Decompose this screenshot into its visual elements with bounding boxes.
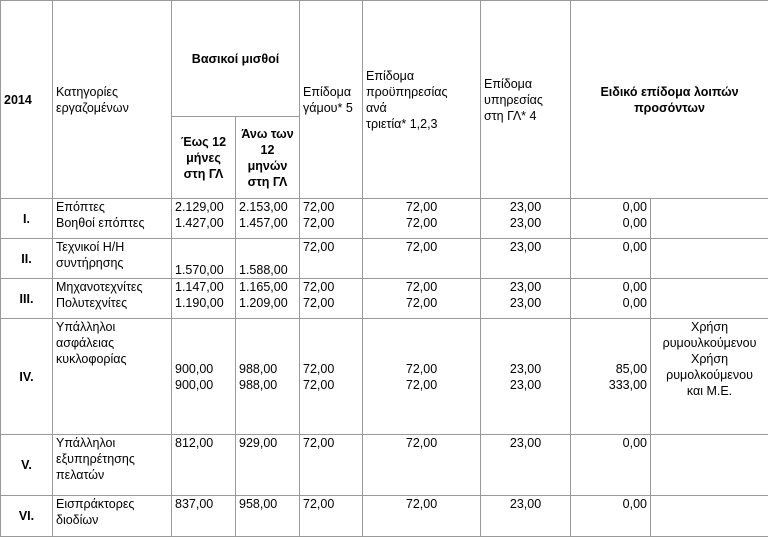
- row-number: III.: [1, 279, 53, 319]
- special-allowance-header: Ειδικό επίδομα λοιπών προσόντων: [571, 1, 768, 199]
- up-to-12-header: Έως 12 μήνες στη ΓΛ: [172, 117, 236, 199]
- special-allowance-note: [651, 199, 768, 239]
- table-row: [1, 239, 768, 279]
- salary-over-12: [236, 239, 300, 279]
- special-allowance: [571, 239, 651, 279]
- seniority-allowance: [363, 496, 481, 537]
- category-name: Υπάλληλοι εξυπηρέτησης πελατών: [53, 435, 172, 496]
- seniority-allowance-value: 72,00: [405, 200, 438, 214]
- special-allowance-value: 0,00: [622, 216, 648, 230]
- category-name: Μηχανοτεχνίτες Πολυτεχνίτες: [53, 279, 172, 319]
- service-allowance-value: 23,00: [509, 200, 542, 214]
- special-allowance-value: 0,00: [622, 497, 648, 511]
- salary-over-12: [236, 496, 300, 537]
- salary-up-to-12: [172, 319, 236, 435]
- row-number: IV.: [1, 319, 53, 435]
- salary-up-to-12: [172, 239, 236, 279]
- special-allowance-value: 0,00: [622, 280, 648, 294]
- table-row: [1, 435, 768, 496]
- salary-up-to-12-value: 1.190,00: [175, 296, 224, 310]
- categories-header: Κατηγορίες εργαζομένων: [53, 1, 172, 199]
- seniority-allowance-value: 72,00: [405, 377, 438, 392]
- marriage-allowance-value: 72,00: [303, 240, 335, 254]
- marriage-allowance: [300, 239, 363, 279]
- year-header: 2014: [1, 1, 53, 199]
- special-allowance-value: 0,00: [622, 240, 648, 254]
- marriage-allowance-value: 72,00: [303, 377, 335, 392]
- service-allowance-value: 23,00: [509, 497, 542, 511]
- salary-over-12-value: 988,00: [239, 377, 278, 392]
- row-number: V.: [1, 435, 53, 496]
- salary-over-12-value: 958,00: [239, 497, 278, 511]
- service-allowance-value: 23,00: [509, 377, 542, 392]
- salary-over-12-value: 2.153,00: [239, 200, 288, 214]
- special-allowance-value: 0,00: [622, 200, 648, 214]
- special-allowance-value: 85,00: [615, 361, 648, 376]
- special-allowance-note: [651, 435, 768, 496]
- service-allowance-value: 23,00: [509, 280, 542, 294]
- seniority-allowance: [363, 435, 481, 496]
- seniority-allowance-value: 72,00: [405, 361, 438, 376]
- row-number: II.: [1, 239, 53, 279]
- special-allowance: [571, 279, 651, 319]
- marriage-allowance-value: 72,00: [303, 361, 335, 376]
- salary-over-12: [236, 319, 300, 435]
- salary-over-12-value: 1.165,00: [239, 280, 288, 294]
- service-allowance-value: 23,00: [509, 216, 542, 230]
- salary-over-12: [236, 435, 300, 496]
- seniority-allowance-value: 72,00: [405, 280, 438, 294]
- marriage-allowance: [300, 496, 363, 537]
- salary-up-to-12: [172, 435, 236, 496]
- salary-up-to-12-value: 1.427,00: [175, 216, 224, 230]
- marriage-allowance-value: 72,00: [303, 216, 335, 230]
- service-allowance: [481, 319, 571, 435]
- service-allowance-value: 23,00: [509, 296, 542, 310]
- salary-over-12-value: 1.588,00: [239, 263, 288, 277]
- marriage-allowance: [300, 199, 363, 239]
- salary-up-to-12-value: 837,00: [175, 497, 214, 511]
- service-allowance: [481, 199, 571, 239]
- service-allowance-value: 23,00: [509, 361, 542, 376]
- over-12-header: Άνω των 12 μηνών στη ΓΛ: [236, 117, 300, 199]
- service-allowance: [481, 435, 571, 496]
- seniority-allowance-value: 72,00: [405, 216, 438, 230]
- service-allowance: [481, 239, 571, 279]
- seniority-allowance: [363, 199, 481, 239]
- salary-up-to-12-value: 900,00: [175, 377, 214, 392]
- salary-over-12-value: 929,00: [239, 436, 278, 450]
- seniority-allowance-value: 72,00: [405, 497, 438, 511]
- marriage-allowance-value: 72,00: [303, 497, 335, 511]
- special-allowance: [571, 199, 651, 239]
- category-name: Τεχνικοί Η/Η συντήρησης: [53, 239, 172, 279]
- special-allowance-note: [651, 279, 768, 319]
- special-allowance-value: 0,00: [622, 296, 648, 310]
- salary-up-to-12-value: 2.129,00: [175, 200, 224, 214]
- salary-up-to-12: [172, 496, 236, 537]
- marriage-allowance-header: Επίδομα γάμου* 5: [300, 1, 363, 199]
- marriage-allowance-value: 72,00: [303, 436, 335, 450]
- service-allowance: [481, 279, 571, 319]
- special-allowance: [571, 435, 651, 496]
- service-allowance-header: Επίδομα υπηρεσίας στη ΓΛ* 4: [481, 1, 571, 199]
- salary-over-12-value: 1.209,00: [239, 296, 288, 310]
- marriage-allowance: [300, 435, 363, 496]
- salary-over-12: [236, 199, 300, 239]
- table-row: [1, 279, 768, 319]
- special-allowance-value: 333,00: [608, 377, 648, 392]
- marriage-allowance: [300, 319, 363, 435]
- salary-up-to-12-value: 1.570,00: [175, 263, 224, 277]
- salary-up-to-12: [172, 279, 236, 319]
- base-salaries-header: Βασικοί μισθοί: [172, 1, 300, 117]
- marriage-allowance: [300, 279, 363, 319]
- salary-up-to-12: [172, 199, 236, 239]
- seniority-allowance: [363, 319, 481, 435]
- marriage-allowance-value: 72,00: [303, 200, 335, 214]
- seniority-allowance-value: 72,00: [405, 296, 438, 310]
- seniority-allowance-value: 72,00: [405, 436, 438, 450]
- salary-up-to-12-value: 1.147,00: [175, 280, 224, 294]
- salary-over-12-value: 988,00: [239, 361, 278, 376]
- marriage-allowance-value: 72,00: [303, 296, 335, 310]
- category-name: Εισπράκτορες διοδίων: [53, 496, 172, 537]
- category-name: Επόπτες Βοηθοί επόπτες: [53, 199, 172, 239]
- salary-up-to-12-value: 900,00: [175, 361, 214, 376]
- special-allowance-value: 0,00: [622, 436, 648, 450]
- special-allowance-note: Χρήση ρυμουλκούμενου Χρήση ρυμολκούμενου και Μ.Ε.: [651, 319, 768, 435]
- table-row: [1, 319, 768, 435]
- salary-over-12: [236, 279, 300, 319]
- special-allowance: [571, 319, 651, 435]
- salary-over-12-value: 1.457,00: [239, 216, 288, 230]
- special-allowance-note: [651, 496, 768, 537]
- seniority-allowance: [363, 279, 481, 319]
- row-number: VI.: [1, 496, 53, 537]
- table-row: [1, 496, 768, 537]
- row-number: I.: [1, 199, 53, 239]
- table-row: [1, 199, 768, 239]
- special-allowance-note: [651, 239, 768, 279]
- service-allowance: [481, 496, 571, 537]
- special-allowance: [571, 496, 651, 537]
- service-allowance-value: 23,00: [509, 240, 542, 254]
- service-allowance-value: 23,00: [509, 436, 542, 450]
- seniority-allowance-header: Επίδομα προϋπηρεσίας ανά τριετία* 1,2,3: [363, 1, 481, 199]
- marriage-allowance-value: 72,00: [303, 280, 335, 294]
- seniority-allowance: [363, 239, 481, 279]
- seniority-allowance-value: 72,00: [405, 240, 438, 254]
- salary-up-to-12-value: 812,00: [175, 436, 214, 450]
- category-name: Υπάλληλοι ασφάλειας κυκλοφορίας: [53, 319, 172, 435]
